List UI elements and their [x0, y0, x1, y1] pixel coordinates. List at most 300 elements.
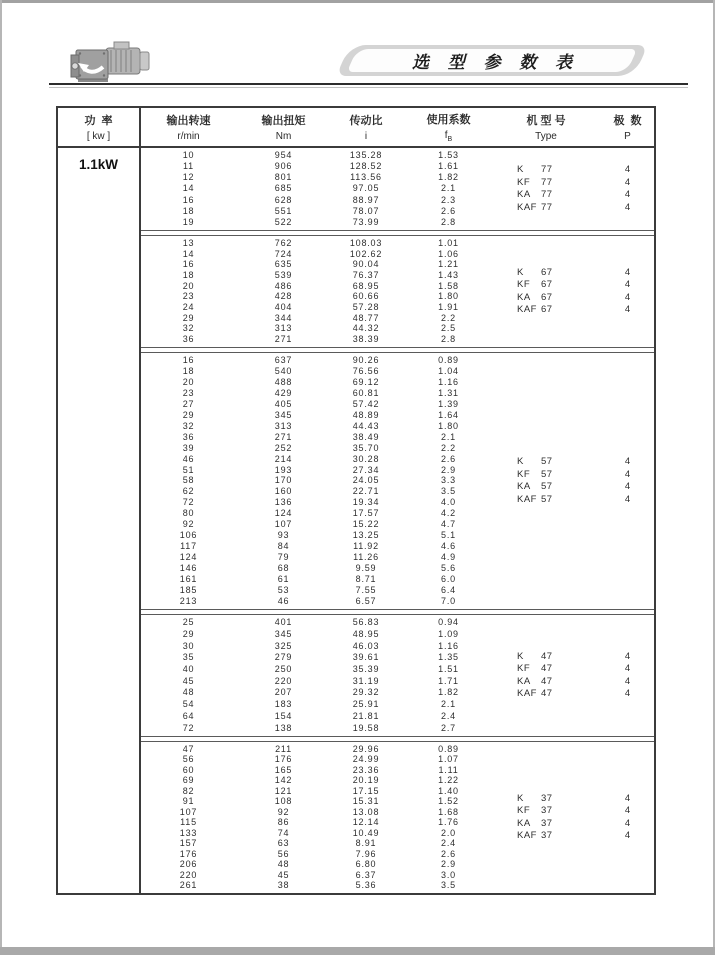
cell-speed: 115 — [180, 817, 197, 828]
cell-service-factor: 0.89 — [438, 743, 459, 754]
cell-ratio: 69.12 — [352, 376, 380, 387]
cell-torque: 68 — [277, 563, 290, 574]
cell-torque: 154 — [274, 710, 293, 721]
table-row — [141, 356, 654, 365]
poles-value: 4 — [624, 650, 631, 662]
poles-list — [596, 164, 659, 214]
cell-speed: 72 — [182, 722, 195, 733]
model-type-prefix: K — [517, 456, 524, 467]
cell-ratio: 13.25 — [352, 530, 380, 541]
cell-speed: 176 — [179, 848, 198, 859]
cell-service-factor: 1.71 — [438, 675, 459, 686]
cell-speed: 213 — [179, 595, 198, 606]
cell-speed: 29 — [182, 409, 195, 420]
cell-torque: 345 — [274, 409, 293, 420]
cell-torque: 61 — [277, 574, 290, 585]
cell-ratio: 97.05 — [352, 183, 380, 194]
cell-service-factor: 2.8 — [441, 216, 456, 227]
model-type — [496, 469, 596, 482]
poles-value: 4 — [624, 805, 631, 816]
cell-ratio: 25.91 — [352, 699, 380, 710]
table-sections — [141, 148, 654, 893]
cell-service-factor: 2.9 — [441, 464, 456, 475]
model-type-prefix: K — [517, 266, 524, 278]
cell-torque: 635 — [274, 259, 293, 270]
cell-ratio: 90.04 — [352, 259, 380, 270]
header-power — [58, 108, 141, 146]
model-type-prefix: K — [517, 650, 524, 662]
cell-ratio: 7.96 — [355, 848, 377, 859]
model-type-size: 47 — [541, 688, 553, 699]
model-type-prefix: KA — [517, 291, 531, 303]
cell-service-factor: 1.68 — [438, 806, 459, 817]
cell-speed: 14 — [182, 248, 195, 259]
poles-value: 4 — [624, 792, 631, 804]
cell-torque: 271 — [274, 431, 293, 442]
cell-torque: 637 — [274, 354, 293, 365]
cell-speed: 39 — [182, 442, 195, 453]
table-row — [141, 564, 654, 573]
cell-ratio: 88.97 — [352, 194, 380, 205]
model-type — [496, 651, 596, 664]
cell-service-factor: 1.43 — [438, 269, 459, 280]
cell-speed: 72 — [182, 497, 195, 508]
cell-ratio: 7.55 — [355, 584, 377, 595]
table-section — [141, 235, 654, 348]
cell-speed: 36 — [182, 431, 195, 442]
cell-speed: 19 — [182, 216, 195, 227]
cell-torque: 138 — [274, 722, 293, 733]
header-service-factor-unit: $f_B$ — [444, 130, 453, 143]
cell-service-factor: 1.22 — [438, 775, 459, 786]
cell-ratio: 24.99 — [352, 754, 380, 765]
cell-ratio: 22.71 — [352, 486, 380, 497]
cell-speed: 29 — [182, 629, 195, 640]
poles-value: 4 — [624, 830, 631, 841]
header-rule — [49, 83, 688, 85]
header-torque-unit: Nm — [275, 131, 292, 142]
model-type-prefix: KF — [517, 663, 531, 674]
poles-value: 4 — [624, 688, 631, 699]
cell-torque: 74 — [277, 827, 290, 838]
table-row — [141, 422, 654, 431]
cell-speed: 124 — [179, 552, 198, 563]
cell-service-factor: 1.07 — [438, 754, 459, 765]
cell-torque: 165 — [274, 764, 293, 775]
cell-speed: 58 — [182, 475, 195, 486]
cell-torque: 404 — [274, 301, 293, 312]
table-header-cols — [141, 108, 659, 146]
cell-service-factor: 1.40 — [438, 785, 459, 796]
model-type-size: 77 — [541, 201, 553, 213]
cell-speed: 12 — [182, 172, 195, 183]
poles-value: 4 — [624, 468, 631, 480]
cell-speed: 47 — [182, 743, 195, 754]
model-type-prefix: KAF — [517, 493, 537, 505]
model-type — [496, 279, 596, 292]
cell-speed: 80 — [182, 508, 195, 519]
table-row — [141, 151, 654, 160]
poles-value: 4 — [624, 279, 631, 290]
cell-service-factor: 1.91 — [438, 301, 459, 312]
cell-ratio: 39.61 — [352, 652, 380, 663]
cell-ratio: 17.15 — [352, 785, 380, 796]
model-type-size: 67 — [541, 291, 553, 303]
header-service-factor — [401, 108, 496, 146]
header-ratio-unit: i — [364, 131, 368, 142]
cell-ratio: 38.39 — [352, 334, 380, 345]
model-type-size: 47 — [541, 675, 553, 687]
model-type-size: 37 — [541, 817, 553, 829]
header-speed — [141, 108, 236, 146]
cell-torque: 207 — [274, 687, 293, 698]
cell-torque: 79 — [277, 552, 290, 563]
cell-service-factor: 1.35 — [438, 652, 459, 663]
cell-speed: 25 — [182, 617, 195, 628]
poles-value: 4 — [624, 189, 631, 200]
cell-ratio: 15.22 — [352, 519, 380, 530]
model-type-size: 77 — [541, 164, 553, 175]
cell-torque: 401 — [274, 617, 293, 628]
cell-ratio: 19.58 — [352, 722, 380, 733]
header-type — [496, 108, 596, 146]
cell-ratio: 13.08 — [352, 806, 380, 817]
page-title-banner — [343, 45, 641, 76]
model-type-size: 57 — [541, 493, 553, 505]
table-row — [141, 324, 654, 333]
model-type-size: 57 — [541, 468, 553, 480]
cell-torque: 92 — [277, 806, 290, 817]
cell-torque: 762 — [274, 237, 293, 248]
cell-torque: 488 — [274, 376, 293, 387]
cell-ratio: 60.66 — [352, 291, 380, 302]
poles-value: 4 — [624, 481, 631, 492]
model-type — [496, 676, 596, 689]
power-value: 1.1kW — [58, 148, 141, 893]
table-row — [141, 411, 654, 420]
poles-value: 4 — [624, 176, 631, 188]
model-type-size: 77 — [541, 176, 553, 188]
cell-ratio: 27.34 — [352, 464, 380, 475]
cell-service-factor: 2.6 — [441, 848, 456, 859]
cell-speed: 54 — [182, 699, 195, 710]
cell-service-factor: 1.04 — [438, 365, 459, 376]
model-type — [496, 818, 596, 831]
cell-torque: 906 — [274, 161, 293, 172]
cell-speed: 36 — [182, 334, 195, 345]
cell-speed: 45 — [182, 675, 195, 686]
cell-torque: 136 — [274, 497, 293, 508]
cell-service-factor: 3.3 — [441, 475, 456, 486]
header-poles — [596, 108, 659, 146]
model-type — [496, 793, 596, 806]
cell-service-factor: 4.2 — [441, 508, 456, 519]
model-type-size: 67 — [541, 266, 553, 278]
model-type-prefix: KA — [517, 481, 531, 492]
cell-torque: 345 — [274, 629, 293, 640]
table-row — [141, 712, 654, 721]
cell-service-factor: 1.51 — [438, 664, 459, 675]
cell-service-factor: 1.82 — [438, 172, 459, 183]
model-type — [496, 805, 596, 818]
cell-ratio: 29.96 — [352, 743, 380, 754]
cell-service-factor: 1.61 — [438, 161, 459, 172]
cell-speed: 261 — [179, 880, 198, 891]
header-type-unit: Type — [535, 131, 557, 142]
cell-ratio: 48.89 — [352, 409, 380, 420]
model-type — [496, 304, 596, 317]
table-row — [141, 642, 654, 651]
cell-service-factor: 1.16 — [438, 376, 459, 387]
cell-service-factor: 2.4 — [441, 710, 456, 721]
table-row — [141, 881, 654, 890]
cell-ratio: 20.19 — [352, 775, 380, 786]
cell-speed: 35 — [182, 652, 195, 663]
cell-service-factor: 2.0 — [441, 827, 456, 838]
cell-torque: 38 — [277, 880, 290, 891]
cell-service-factor: 5.1 — [441, 530, 456, 541]
cell-torque: 551 — [274, 205, 293, 216]
cell-service-factor: 2.8 — [441, 334, 456, 345]
table-row — [141, 597, 654, 606]
table-header-row — [58, 108, 654, 148]
model-type-prefix: KAF — [517, 688, 537, 699]
poles-value: 4 — [624, 817, 631, 829]
table-row — [141, 745, 654, 754]
cell-ratio: 60.81 — [352, 387, 380, 398]
model-type — [496, 830, 596, 843]
cell-service-factor: 1.21 — [438, 259, 459, 270]
table-section — [141, 614, 654, 737]
model-type-prefix: KF — [517, 468, 531, 480]
model-type — [496, 456, 596, 469]
cell-speed: 23 — [182, 387, 195, 398]
cell-ratio: 56.83 — [352, 617, 380, 628]
model-type-prefix: KAF — [517, 304, 537, 315]
cell-service-factor: 1.06 — [438, 248, 459, 259]
cell-ratio: 46.03 — [352, 640, 380, 651]
poles-value: 4 — [624, 663, 631, 674]
cell-service-factor: 2.1 — [441, 431, 456, 442]
table-row — [141, 586, 654, 595]
cell-speed: 146 — [179, 563, 198, 574]
model-type-size: 67 — [541, 279, 553, 290]
cell-torque: 108 — [274, 796, 293, 807]
poles-value: 4 — [624, 493, 631, 505]
model-type — [496, 688, 596, 701]
cell-ratio: 12.14 — [352, 817, 380, 828]
cell-service-factor: 1.09 — [438, 629, 459, 640]
cell-torque: 193 — [274, 464, 293, 475]
cell-service-factor: 2.9 — [441, 859, 456, 870]
cell-service-factor: 0.89 — [438, 354, 459, 365]
cell-service-factor: 1.01 — [438, 237, 459, 248]
header-speed-zh: 输出转速 — [166, 115, 211, 127]
poles-value: 4 — [624, 164, 631, 175]
cell-service-factor: 1.82 — [438, 687, 459, 698]
table-row — [141, 367, 654, 376]
cell-service-factor: 3.0 — [441, 869, 456, 880]
cell-torque: 252 — [274, 442, 293, 453]
cell-ratio: 113.56 — [350, 172, 382, 183]
cell-ratio: 38.49 — [352, 431, 380, 442]
cell-ratio: 73.99 — [352, 216, 380, 227]
model-type-list — [496, 164, 596, 214]
cell-service-factor: 6.4 — [441, 584, 456, 595]
cell-speed: 64 — [182, 710, 195, 721]
cell-service-factor: 2.5 — [441, 323, 456, 334]
cell-service-factor: 1.11 — [438, 764, 459, 775]
cell-speed: 157 — [179, 838, 198, 849]
cell-speed: 11 — [183, 161, 194, 172]
cell-service-factor: 2.6 — [441, 453, 456, 464]
cell-torque: 124 — [274, 508, 293, 519]
cell-torque: 539 — [274, 269, 293, 280]
cell-torque: 45 — [277, 869, 290, 880]
header-poles-unit: P — [624, 131, 631, 142]
cell-speed: 220 — [179, 869, 198, 880]
model-type-size: 77 — [541, 189, 553, 200]
cell-torque: 107 — [274, 519, 293, 530]
cell-speed: 51 — [182, 464, 195, 475]
cell-ratio: 5.36 — [355, 880, 377, 891]
poles-list — [596, 456, 659, 506]
cell-torque: 428 — [274, 291, 293, 302]
table-row — [141, 433, 654, 442]
model-type-prefix: KA — [517, 817, 531, 829]
cell-speed: 30 — [182, 640, 195, 651]
cell-ratio: 57.28 — [352, 301, 380, 312]
table-row — [141, 860, 654, 869]
poles-list — [596, 793, 659, 843]
model-type — [496, 189, 596, 202]
model-type-size: 57 — [541, 481, 553, 492]
table-row — [141, 444, 654, 453]
cell-speed: 23 — [182, 291, 195, 302]
cell-service-factor: 4.7 — [441, 519, 456, 530]
cell-speed: 29 — [182, 312, 195, 323]
model-type-prefix: KAF — [517, 830, 537, 841]
cell-speed: 32 — [182, 420, 195, 431]
model-type-prefix: K — [517, 164, 524, 175]
cell-ratio: 35.70 — [352, 442, 380, 453]
cell-ratio: 24.05 — [352, 475, 380, 486]
cell-torque: 211 — [275, 743, 292, 754]
cell-ratio: 8.71 — [355, 574, 377, 585]
cell-torque: 250 — [274, 664, 293, 675]
table-body — [58, 148, 654, 893]
table-row — [141, 850, 654, 859]
cell-service-factor: 1.31 — [438, 387, 459, 398]
header-ratio — [331, 108, 401, 146]
model-type-prefix: KF — [517, 176, 531, 188]
header-power-unit: [ kw ] — [86, 131, 111, 142]
cell-service-factor: 6.0 — [441, 574, 456, 585]
cell-service-factor: 1.76 — [438, 817, 459, 828]
cell-service-factor: 1.80 — [438, 420, 459, 431]
header-power-zh: 功 率 — [84, 115, 113, 127]
cell-service-factor: 2.3 — [441, 194, 456, 205]
cell-torque: 160 — [274, 486, 293, 497]
poles-value: 4 — [624, 456, 631, 467]
cell-torque: 522 — [274, 216, 293, 227]
table-row — [141, 700, 654, 709]
cell-speed: 82 — [182, 785, 195, 796]
table-row — [141, 630, 654, 639]
cell-torque: 170 — [274, 475, 293, 486]
cell-ratio: 78.07 — [352, 205, 380, 216]
cell-speed: 16 — [182, 354, 195, 365]
cell-speed: 16 — [182, 194, 195, 205]
table-row — [141, 389, 654, 398]
cell-speed: 161 — [179, 574, 198, 585]
cell-speed: 14 — [182, 183, 195, 194]
cell-speed: 133 — [179, 827, 198, 838]
cell-speed: 13 — [182, 237, 195, 248]
cell-speed: 32 — [182, 323, 195, 334]
page-frame-bottom — [0, 947, 715, 955]
cell-service-factor: 1.64 — [438, 409, 459, 420]
cell-service-factor: 2.2 — [441, 442, 456, 453]
cell-speed: 16 — [182, 259, 195, 270]
cell-torque: 429 — [274, 387, 293, 398]
model-type-size: 37 — [541, 792, 553, 804]
model-type-size: 57 — [541, 456, 553, 467]
cell-service-factor: 4.0 — [441, 497, 456, 508]
model-type-list — [496, 651, 596, 701]
cell-ratio: 29.32 — [352, 687, 380, 698]
table-row — [141, 724, 654, 733]
table-section — [141, 741, 654, 893]
cell-ratio: 10.49 — [352, 827, 380, 838]
cell-speed: 91 — [182, 796, 195, 807]
cell-torque: 724 — [274, 248, 293, 259]
poles-value: 4 — [624, 291, 631, 303]
cell-ratio: 6.80 — [355, 859, 377, 870]
cell-service-factor: 2.6 — [441, 205, 456, 216]
cell-ratio: 30.28 — [352, 453, 380, 464]
poles-value: 4 — [624, 304, 631, 315]
cell-speed: 18 — [182, 205, 195, 216]
model-type-prefix: KA — [517, 189, 531, 200]
cell-speed: 20 — [182, 280, 195, 291]
page-frame-left — [0, 0, 2, 955]
cell-service-factor: 2.1 — [441, 699, 456, 710]
cell-ratio: 57.42 — [352, 398, 380, 409]
cell-ratio: 15.31 — [352, 796, 380, 807]
cell-ratio: 19.34 — [352, 497, 380, 508]
cell-torque: 628 — [274, 194, 293, 205]
cell-ratio: 8.91 — [355, 838, 377, 849]
table-row — [141, 618, 654, 627]
model-type-prefix: KF — [517, 805, 531, 816]
page-frame-top — [0, 0, 715, 3]
selection-table — [56, 106, 656, 895]
cell-torque: 801 — [274, 172, 293, 183]
cell-ratio: 11.26 — [353, 552, 379, 563]
model-type-list — [496, 793, 596, 843]
cell-service-factor: 5.6 — [441, 563, 456, 574]
table-row — [141, 400, 654, 409]
cell-speed: 24 — [182, 301, 195, 312]
cell-ratio: 11.92 — [353, 541, 379, 552]
cell-torque: 142 — [274, 775, 293, 786]
cell-ratio: 90.26 — [352, 354, 380, 365]
poles-value: 4 — [624, 201, 631, 213]
table-row — [141, 776, 654, 785]
cell-service-factor: 0.94 — [438, 617, 459, 628]
cell-service-factor: 7.0 — [441, 595, 456, 606]
